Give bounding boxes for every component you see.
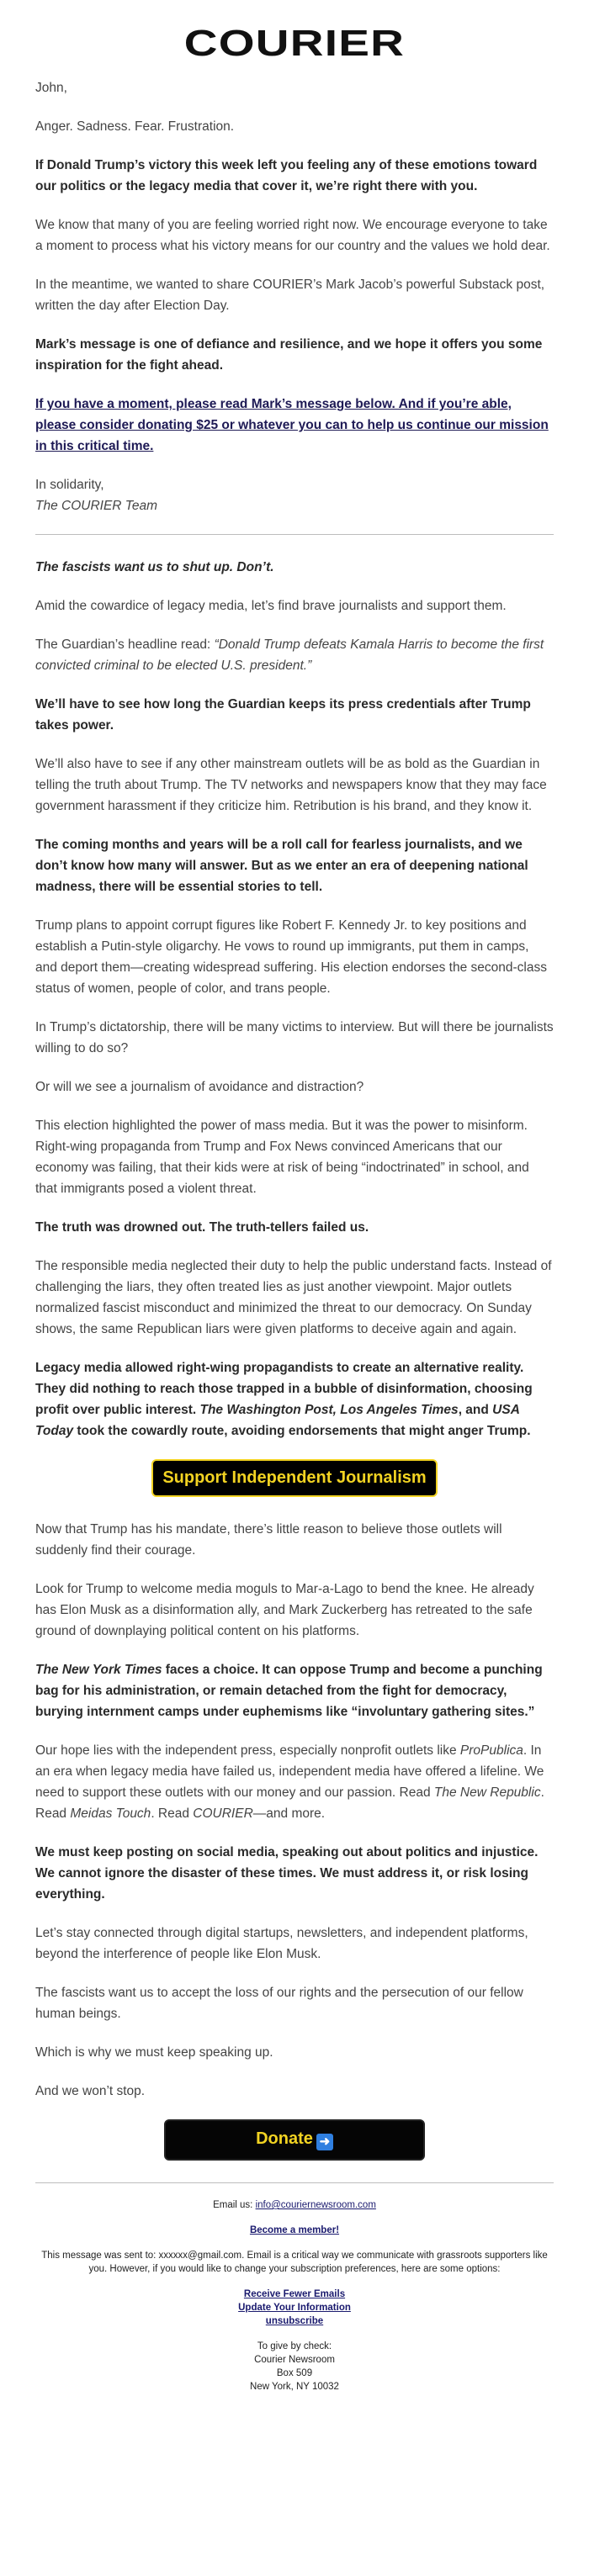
intro-paragraph-4: Mark’s message is one of defiance and resilience, and we hope it offers you some inspiration for the fight ahead. — [35, 337, 543, 373]
signoff-line-1: In solidarity, — [35, 478, 104, 492]
courier-logo: COURIER — [183, 23, 406, 64]
unsubscribe-link[interactable]: unsubscribe — [265, 2316, 324, 2326]
article-paragraph: The New York Times faces a choice. It can oppose Trump and become a punching bag for his administration, or remain detached from the fight for democracy, burying internment camps under euphemisms like “involuntary gathering sites.” — [35, 1663, 543, 1719]
article-paragraph: The coming months and years will be a roll call for fearless journalists, and we don’t know how many will answer. But as we enter an era of deepening national madness, there will be essential stories to tell. — [35, 838, 528, 894]
article-paragraph: The responsible media neglected their duty to help the public understand facts. Instead of challenging the liars, they often treated lies as just another viewpoint. Major outlets normalized fascist misconduct and minimized the threat to our democracy. On Sunday shows, the same Republican liars were given platforms to deceive again and again. — [35, 1259, 552, 1336]
support-button-row — [35, 1459, 554, 1497]
signoff-team: The COURIER Team — [35, 499, 157, 513]
article-paragraph: Trump plans to appoint corrupt figures like Robert F. Kennedy Jr. to key positions and establish a Putin-style oligarchy. He vows to round up immigrants, put them in camps, and deport them—creating widespread suffering. His election endorses the second-class status of women, people of color, and trans people. — [35, 918, 547, 996]
intro-paragraph-1: If Donald Trump’s victory this week left you feeling any of these emotions toward our politics or the legacy media that cover it, we’re right there with you. — [35, 158, 538, 193]
article-paragraph: Amid the cowardice of legacy media, let’s find brave journalists and support them. — [35, 599, 507, 613]
article-paragraph: Now that Trump has his mandate, there’s little reason to believe those outlets will suddenly find their courage. — [35, 1522, 502, 1558]
intro-paragraph-2: We know that many of you are feeling worried right now. We encourage everyone to take a moment to process what his victory means for our country and the values we hold dear. — [35, 218, 550, 253]
email-body — [35, 0, 554, 2404]
article-heading: The fascists want us to shut up. Don’t. — [35, 560, 274, 574]
article-paragraph: The fascists want us to accept the loss of our rights and the persecution of our fellow human beings. — [35, 1986, 523, 2021]
receive-fewer-emails-link[interactable]: Receive Fewer Emails — [243, 2289, 346, 2299]
footer-check-address: To give by check: Courier Newsroom Box 509 New York, NY 10032 — [250, 2341, 339, 2392]
article-paragraph: This election highlighted the power of mass media. But it was the power to misinform. Right-wing propaganda from Trump and Fox News convinced Americans that our economy was failing, that their kids were at risk of being “indoctrinated” in school, and that immigrants posed a violent threat. — [35, 1119, 529, 1196]
footer-preference-links — [35, 2288, 554, 2328]
article-paragraph: And we won’t stop. — [35, 2084, 146, 2098]
become-member-link[interactable]: Become a member! — [249, 2225, 340, 2235]
footer-sent-to: This message was sent to: xxxxxx@gmail.com. Email is a critical way we communicate with grassroots supporters like you. However, if you would like to change your subscription preferences, here are some options: — [41, 2251, 548, 2274]
footer — [35, 2182, 554, 2394]
donate-button[interactable] — [164, 2119, 425, 2161]
article-paragraph: Let’s stay connected through digital startups, newsletters, and independent platforms, beyond the interference of people like Elon Musk. — [35, 1926, 528, 1961]
intro-donate-paragraph — [35, 394, 554, 457]
footer-email: Email us: info@couriernewsroom.com — [213, 2200, 376, 2210]
donate-label: Donate — [256, 2129, 313, 2148]
article-paragraph: The Guardian’s headline read: “Donald Trump defeats Kamala Harris to become the first convicted criminal to be elected U.S. president.” — [35, 637, 544, 673]
article-paragraph: Which is why we must keep speaking up. — [35, 2045, 273, 2060]
article-paragraph: In Trump’s dictatorship, there will be many victims to interview. But will there be journalists willing to do so? — [35, 1020, 554, 1055]
contact-email-link[interactable]: info@couriernewsroom.com — [255, 2200, 376, 2210]
article-paragraph: We’ll have to see how long the Guardian keeps its press credentials after Trump takes power. — [35, 697, 531, 733]
emotions-line: Anger. Sadness. Fear. Frustration. — [35, 119, 235, 134]
update-information-link[interactable]: Update Your Information — [238, 2303, 351, 2313]
article-paragraph: Look for Trump to welcome media moguls to Mar-a-Lago to bend the knee. He already has Elon Musk as a disinformation ally, and Mark Zuckerberg has retreated to the safe ground of downplaying political content on his platforms. — [35, 1582, 534, 1638]
article-paragraph: The truth was drowned out. The truth-tellers failed us. — [35, 1220, 369, 1235]
footer-member — [35, 2224, 554, 2237]
support-independent-journalism-button[interactable]: Support Independent Journalism — [151, 1459, 437, 1497]
intro-paragraph-3: In the meantime, we wanted to share COURIER’s Mark Jacob’s powerful Substack post, written the day after Election Day. — [35, 278, 545, 313]
article-paragraph: Or will we see a journalism of avoidance and distraction? — [35, 1080, 364, 1094]
donate-button-row — [35, 2119, 554, 2161]
guardian-headline-quote: “Donald Trump defeats Kamala Harris to become the first convicted criminal to be elected U.S. president.” — [35, 637, 544, 673]
article-paragraph: We’ll also have to see if any other mainstream outlets will be as bold as the Guardian in telling the truth about Trump. The TV networks and newspapers know that they may face government harassment if they criticize him. Retribution is his brand, and they know it. — [35, 757, 547, 813]
article-paragraph: Our hope lies with the independent press, especially nonprofit outlets like ProPublica. In an era when legacy media have failed us, independent media have offered a lifeline. We need to support these outlets with our money and our passion. Read The New Republic. Read Meidas Touch. Read COURIER—and more. — [35, 1743, 544, 1821]
greeting: John, — [35, 81, 67, 95]
section-divider — [35, 534, 554, 535]
signoff — [35, 474, 554, 516]
right-arrow-icon: ➜ — [316, 2134, 333, 2150]
donate-appeal-link[interactable]: If you have a moment, please read Mark’s message below. And if you’re able, please consider donating $25 or whatever you can to help us continue our mission in this critical time. — [35, 397, 549, 453]
article-paragraph: Legacy media allowed right-wing propagandists to create an alternative reality. They did nothing to reach those trapped in a bubble of disinformation, choosing profit over public interest. The Washington Post, Los Angeles Times, and USA Today took the cowardly route, avoiding endorsements that might anger Trump. — [35, 1361, 533, 1438]
article-paragraph: We must keep posting on social media, speaking out about politics and injustice. We cannot ignore the disaster of these times. We must address it, or risk losing everything. — [35, 1845, 539, 1902]
